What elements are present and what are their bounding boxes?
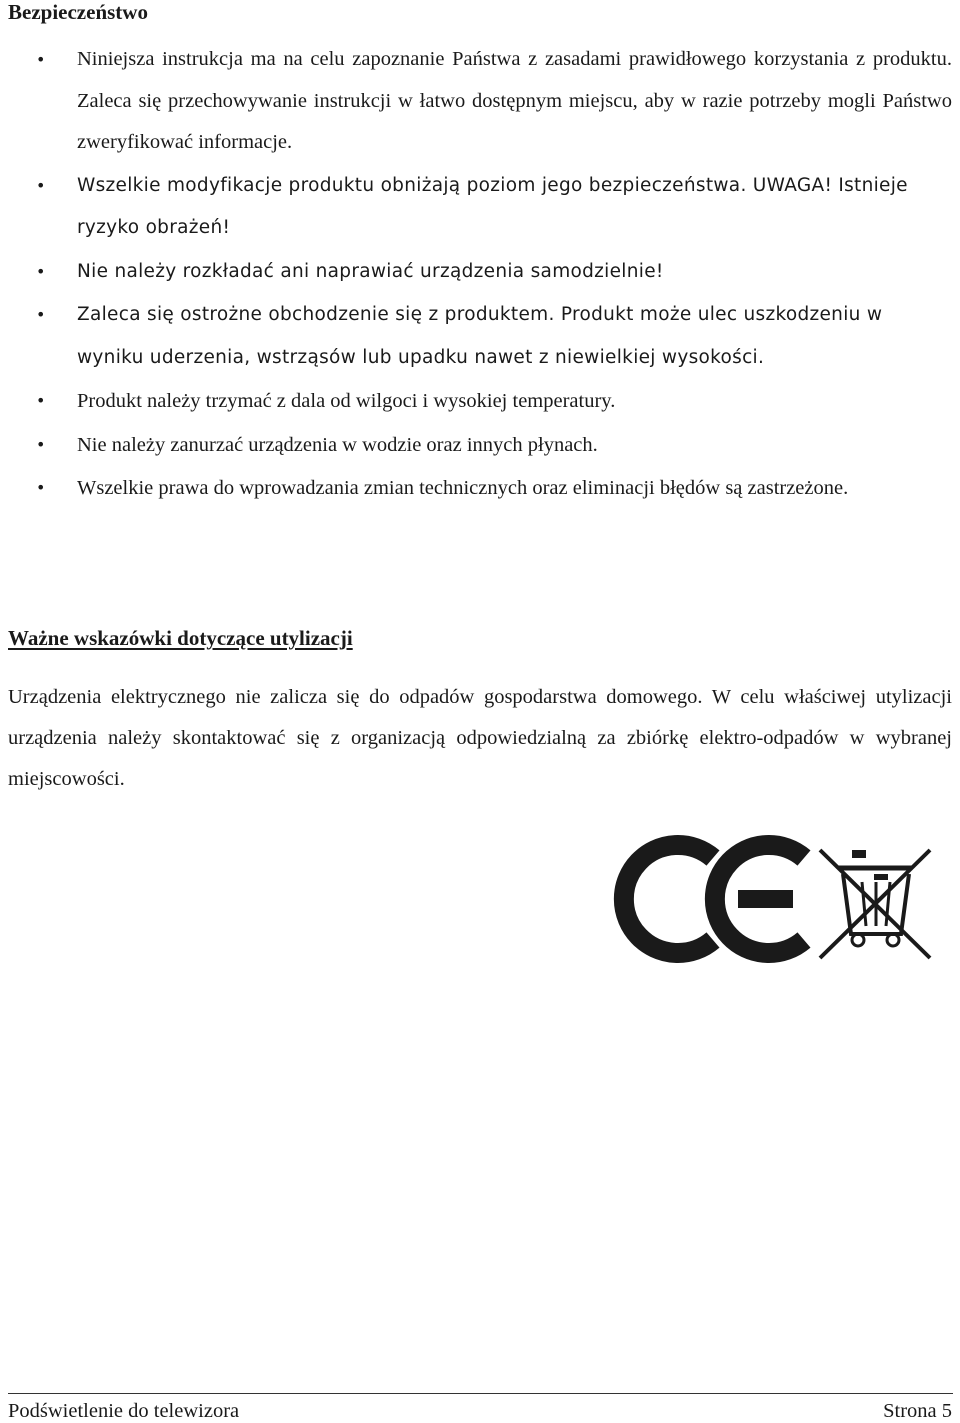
safety-item-no-repair [0,251,960,294]
safety-item-text: Wszelkie prawa do wprowadzania zmian technicznych oraz eliminacji błędów są zastrzeżone. [77,477,849,499]
safety-item-instructions [0,39,960,164]
bullet-icon: • [36,305,46,324]
page-number: Strona 5 [883,1400,952,1422]
bullet-icon: • [36,391,46,410]
bullet-icon: • [36,478,46,497]
safety-item-no-immersion [0,424,960,467]
bullet-icon: • [36,175,46,195]
footer-divider [8,1393,953,1394]
crossed-out-wheelie-bin-icon [820,850,930,958]
safety-item-careful-handling [0,294,960,379]
safety-list [0,39,960,511]
safety-item-text: Zaleca się ostrożne obchodzenie się z produktem. Produkt może ulec uszkodzeniu w wyniku uderzenia, wstrząsów lub upadku nawet z niewielkiej wysokości. [77,304,883,368]
bullet-icon: • [36,434,46,454]
safety-heading: Bezpieczeństwo [8,0,148,24]
compliance-logos-svg [0,830,960,970]
safety-item-rights-reserved [0,467,960,510]
compliance-logos [0,830,960,970]
safety-item-text: Niniejsza instrukcja ma na celu zapoznanie Państwa z zasadami prawidłowego korzystania z produktu. Zaleca się przechowywanie instrukcji w łatwo dostępnym miejscu, aby w razie potrzeby mogli Państwo zweryfikować informacje. [77,48,952,153]
bullet-icon: • [36,261,46,281]
safety-item-text: Wszelkie modyfikacje produktu obniżają poziom jego bezpieczeństwa. UWAGA! Istnieje ryzyko obrażeń! [77,174,908,238]
safety-item-text: Produkt należy trzymać z dala od wilgoci i wysokiej temperatury. [77,390,616,412]
ce-mark-icon [624,845,804,953]
footer-title: Podświetlenie do telewizora [8,1400,240,1422]
safety-item-modifications [0,165,960,250]
safety-item-text: Nie należy zanurzać urządzenia w wodzie oraz innych płynach. [77,433,598,456]
disposal-paragraph: Urządzenia elektrycznego nie zalicza się do odpadów gospodarstwa domowego. W celu właściwej utylizacji urządzenia należy skontaktować się z organizacją odpowiedzialną za zbiórkę elektro-odpadów w wybranej miejscowości. [8,686,952,790]
disposal-heading: Ważne wskazówki dotyczące utylizacji [8,626,353,650]
safety-item-moisture [0,380,960,423]
bullet-icon: • [36,50,46,69]
safety-item-text: Nie należy rozkładać ani naprawiać urządzenia samodzielnie! [77,260,664,282]
